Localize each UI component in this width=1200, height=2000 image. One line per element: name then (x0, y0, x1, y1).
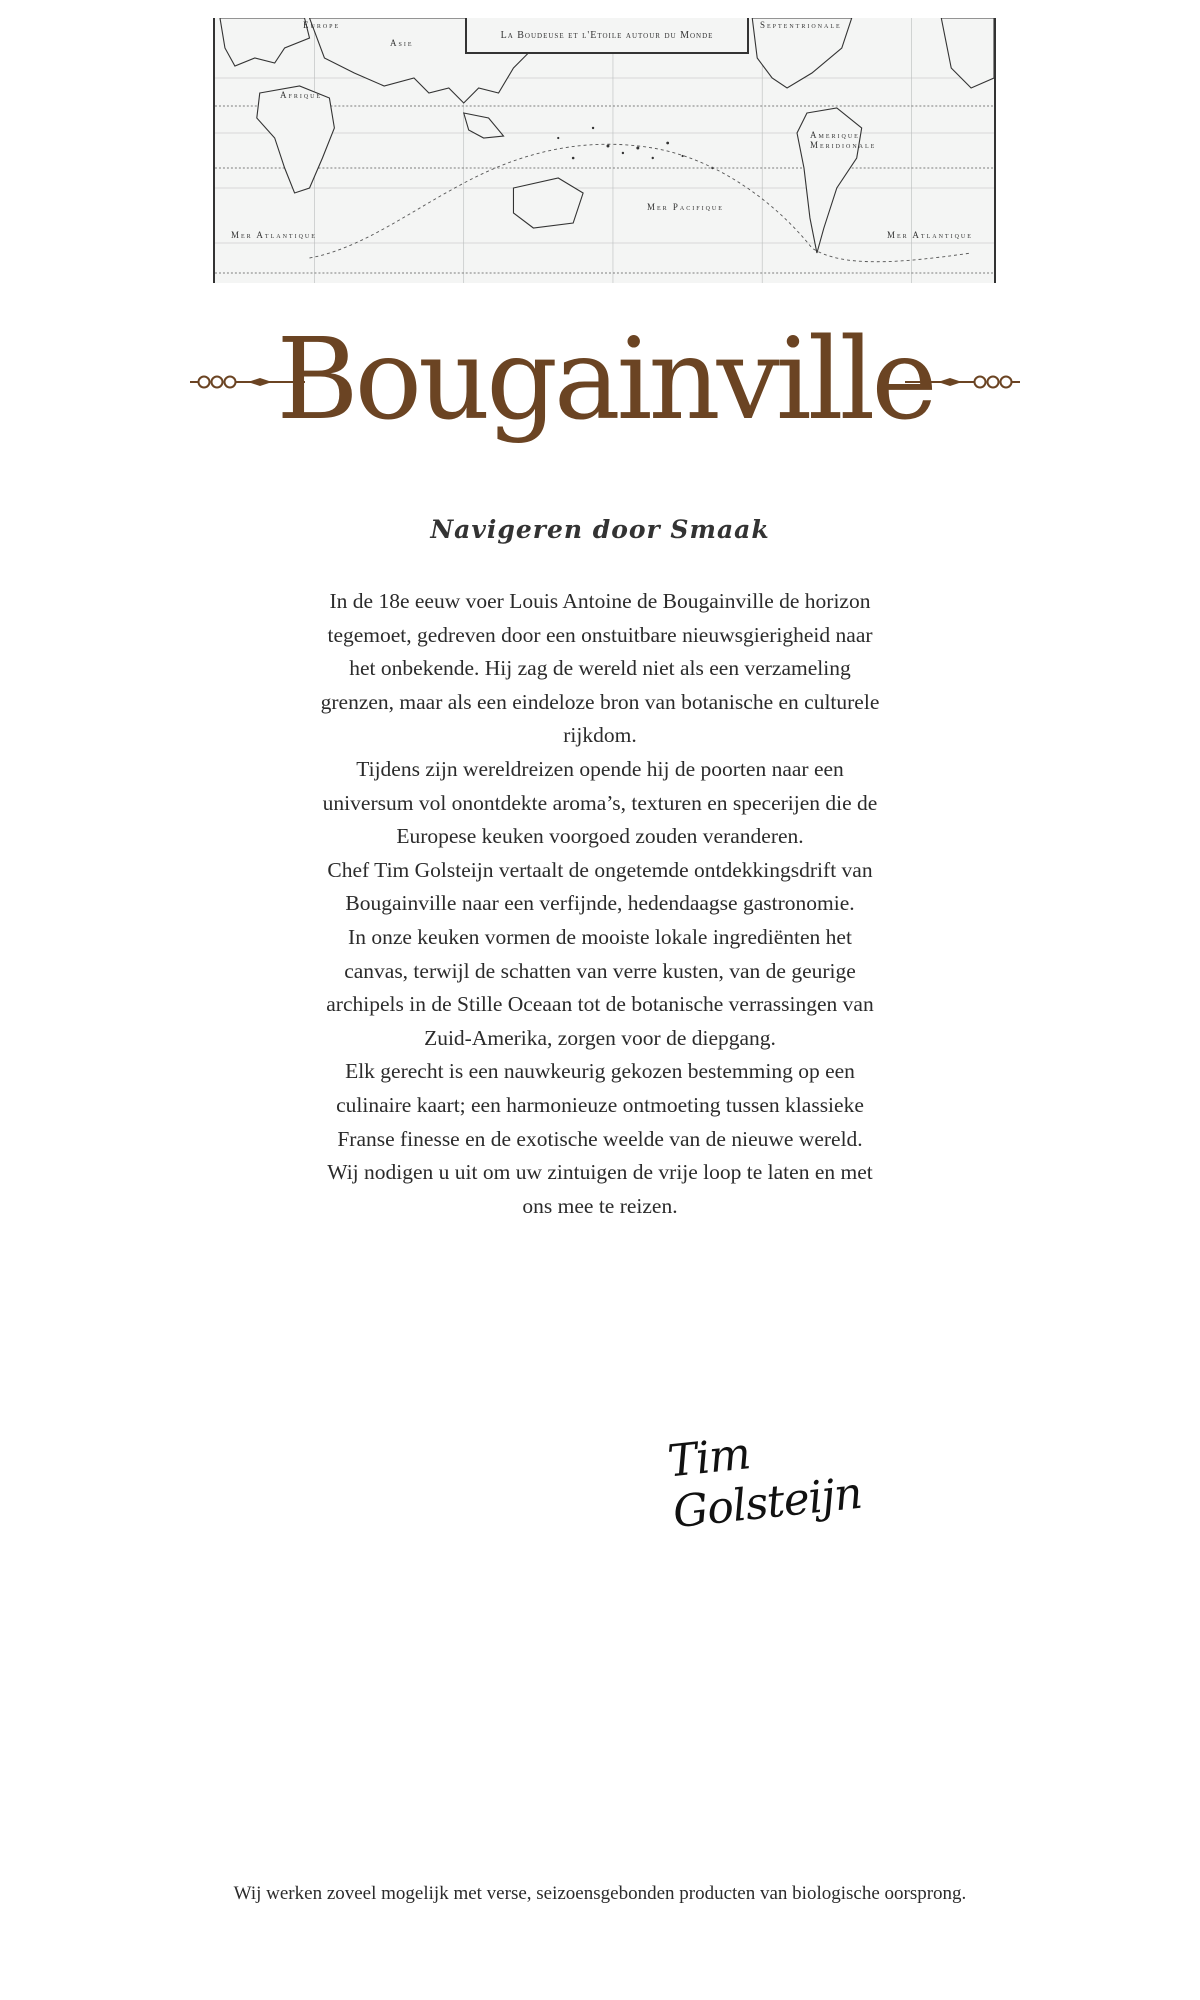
organic-footnote: Wij werken zoveel mogelijk met verse, seizoensgebonden producten van biologische oorsprong. (233, 1883, 967, 1904)
intro-paragraph: Tijdens zijn wereldreizen opende hij de poorten naar een universum vol onontdekte aroma’s, texturen en specerijen die de Europese keuken voorgoed zouden veranderen. (322, 756, 878, 849)
map-label-pacific: Mer Pacifique (647, 202, 724, 212)
map-label-europe: Europe (303, 20, 341, 30)
intro-paragraph: Elk gerecht is een nauwkeurig gekozen bestemming op een culinaire kaart; een harmonieuze ontmoeting tussen klassieke Franse finesse en de exotische weelde van de nieuwe wereld. (336, 1059, 864, 1151)
map-label-africa: Afrique (280, 90, 323, 100)
chef-signature (665, 1415, 890, 1539)
map-title: La Boudeuse et l'Etoile autour du Monde (465, 18, 749, 54)
map-label-asia: Asie (390, 38, 414, 48)
signature-text: Tim Golsteijn (665, 1428, 864, 1539)
intro-paragraph: In onze keuken vormen de mooiste lokale ingrediënten het canvas, terwijl de schatten van verre kusten, van de geurige archipels in de Stille Oceaan tot de botanische verrassingen van Zuid-Amerika, zorgen voor de diepgang. (326, 924, 874, 1050)
intro-paragraph: In de 18e eeuw voer Louis Antoine de Bougainville de horizon tegemoet, gedreven door een onstuitbare nieuwsgierigheid naar het onbekende. Hij zag de wereld niet als een verzameling grenzen, maar als een eindeloze bron van botanische en culturele rijkdom. (320, 589, 880, 748)
intro-text (320, 585, 880, 1223)
map-label-atlantic-east: Mer Atlantique (887, 230, 973, 240)
subtitle: Navigeren door Smaak (430, 515, 770, 544)
brand-header (190, 300, 1020, 460)
intro-paragraph: Chef Tim Golsteijn vertaalt de ongetemde ontdekkingsdrift van Bougainville naar een verfijnde, hedendaagse gastronomie. (327, 857, 873, 916)
world-map-drawing (215, 18, 994, 283)
ornament-right-icon (905, 372, 1020, 392)
world-map-image (213, 18, 996, 283)
intro-paragraph: Wij nodigen u uit om uw zintuigen de vrije loop te laten en met ons mee te reizen. (327, 1160, 873, 1218)
map-label-north: Septentrionale (760, 20, 842, 30)
map-label-south-america: Amerique Meridionale (810, 130, 877, 150)
map-label-atlantic-west: Mer Atlantique (231, 230, 317, 240)
brand-name: Bougainville (276, 315, 934, 445)
